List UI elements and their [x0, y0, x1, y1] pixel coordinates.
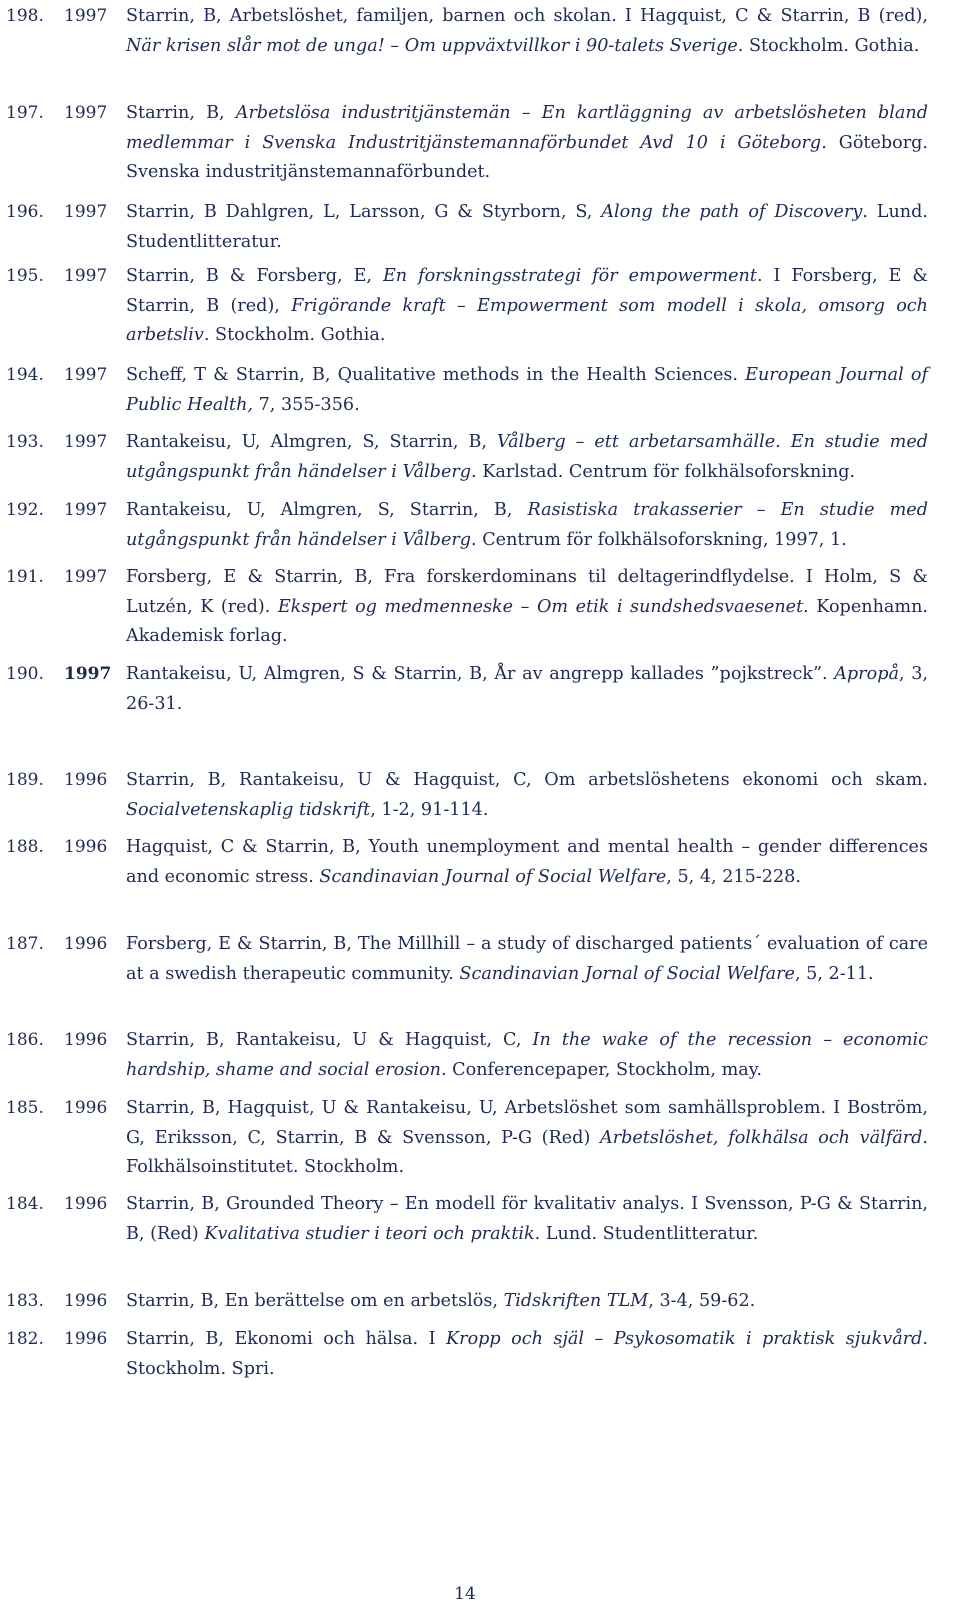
entry-number: 194.	[6, 365, 44, 385]
citation-title: European Journal of Public Health,	[126, 365, 928, 415]
citation-text: , 3, 26-31.	[126, 664, 928, 714]
entry-citation	[126, 930, 928, 989]
citation-text: Hagquist, C & Starrin, B, Youth unemployment and mental health – gender differences and economic stress.	[126, 837, 928, 887]
entry-citation	[126, 563, 928, 652]
entry-number: 190.	[6, 664, 44, 684]
entry-number: 183.	[6, 1291, 44, 1311]
entry-year: 1996	[64, 770, 108, 790]
entry-number: 182.	[6, 1329, 44, 1349]
citation-text: , 5, 4, 215-228.	[666, 866, 801, 887]
entry-citation	[126, 496, 928, 555]
citation-title: Kropp och själ – Psykosomatik i praktisk sjukvård	[446, 1329, 923, 1349]
citation-title: Frigörande kraft – Empowerment som modell i skola, omsorg och arbetsliv	[126, 295, 928, 345]
entry-citation	[126, 1325, 928, 1384]
entry-year: 1997	[64, 266, 108, 286]
entry-number: 189.	[6, 770, 44, 790]
entry-year: 1996	[64, 934, 108, 954]
citation-text: Forsberg, E & Starrin, B, Fra forskerdominans til deltagerindflydelse. I Holm, S & Lutzén, K (red).	[126, 567, 928, 617]
entry-year: 1997	[64, 103, 108, 123]
citation-text: . Stockholm. Gothia.	[203, 325, 386, 345]
entry-citation	[126, 833, 928, 892]
citation-title: Rasistiska trakasserier – En studie med utgångspunkt från händelser i Vålberg	[126, 500, 928, 550]
entry-citation	[126, 1094, 928, 1183]
citation-text: . Centrum för folkhälsoforskning, 1997, 1.	[471, 529, 847, 550]
citation-text: . Karlstad. Centrum för folkhälsoforskning.	[471, 461, 856, 482]
entry-number: 185.	[6, 1098, 44, 1118]
entry-citation	[126, 1287, 928, 1317]
entry-year: 1996	[64, 1329, 108, 1349]
entry-year: 1997	[64, 432, 108, 452]
citation-text: . Göteborg. Svenska industritjänstemannaförbundet.	[126, 132, 929, 182]
entry-number: 184.	[6, 1194, 44, 1214]
citation-text: Starrin, B, Hagquist, U & Rantakeisu, U, Arbetslöshet som samhällsproblem. I Boström, G, Eriksson, C, Starrin, B & Svensson, P-G (Red)	[126, 1098, 928, 1148]
citation-text: Starrin, B, Ekonomi och hälsa. I	[126, 1329, 447, 1349]
citation-text: Starrin, B, Rantakeisu, U & Hagquist, C, Om arbetslöshetens ekonomi och skam.	[126, 770, 928, 790]
citation-text: . Stockholm. Gothia.	[737, 35, 920, 56]
entry-year: 1996	[64, 1291, 108, 1311]
citation-title: Arbetslösa industritjänstemän – En kartläggning av arbetslösheten bland medlemmar i Svenska Industritjänstemannaförbundet Avd 10 i Göteborg	[126, 103, 928, 153]
citation-title: Socialvetenskaplig tidskrift	[126, 799, 371, 820]
entry-number: 198.	[6, 6, 44, 26]
citation-text: . Conferencepaper, Stockholm, may.	[440, 1059, 762, 1080]
citation-text: Starrin, B,	[126, 103, 236, 123]
citation-text: Starrin, B Dahlgren, L, Larsson, G & Styrborn, S,	[126, 202, 602, 222]
citation-text: , 1-2, 91-114.	[370, 799, 489, 820]
citation-title: En forskningsstrategi för empowerment	[382, 266, 757, 286]
citation-text: . Kopenhamn. Akademisk forlag.	[126, 596, 928, 646]
entry-number: 187.	[6, 934, 44, 954]
entry-number: 196.	[6, 202, 44, 222]
citation-title: In the wake of the recession – economic hardship, shame and social erosion	[126, 1030, 928, 1080]
citation-title: Ekspert og medmenneske – Om etik i sundshedsvaesenet	[277, 596, 804, 617]
citation-text: Rantakeisu, U, Almgren, S & Starrin, B, År av angrepp kallades ”pojkstreck”.	[126, 664, 835, 684]
citation-text: . Folkhälsoinstitutet. Stockholm.	[126, 1127, 928, 1177]
entry-citation	[126, 1026, 928, 1085]
entry-citation	[126, 198, 928, 257]
citation-title: Apropå	[834, 664, 899, 684]
citation-title: Along the path of Discovery	[601, 202, 863, 222]
page-number: 14	[454, 1584, 476, 1604]
entry-citation	[126, 2, 928, 61]
citation-text: . Stockholm. Spri.	[126, 1329, 928, 1379]
entry-citation	[126, 99, 928, 188]
citation-title: Arbetslöshet, folkhälsa och välfärd	[599, 1127, 923, 1148]
citation-title: Vålberg – ett arbetarsamhälle. En studie med utgångspunkt från händelser i Vålberg	[126, 432, 929, 482]
entry-citation	[126, 1190, 928, 1249]
entry-year: 1996	[64, 1194, 108, 1214]
entry-year: 1997	[64, 6, 108, 26]
citation-text: Starrin, B, Arbetslöshet, familjen, barnen och skolan. I Hagquist, C & Starrin, B (red),	[126, 6, 928, 26]
entry-year: 1997	[64, 500, 108, 520]
citation-title: Tidskriften TLM	[503, 1291, 649, 1311]
citation-text: Starrin, B, Rantakeisu, U & Hagquist, C,	[126, 1030, 533, 1050]
entry-number: 186.	[6, 1030, 44, 1050]
entry-citation	[126, 361, 928, 420]
citation-title: Kvalitativa studier i teori och praktik	[204, 1223, 535, 1244]
citation-text: Starrin, B & Forsberg, E,	[126, 266, 383, 286]
citation-text: , 5, 2-11.	[794, 963, 874, 984]
entry-year: 1997	[64, 202, 108, 222]
entry-citation	[126, 262, 928, 351]
entry-year: 1997	[64, 664, 112, 684]
citation-text: . Lund. Studentlitteratur.	[534, 1223, 759, 1244]
citation-text: Rantakeisu, U, Almgren, S, Starrin, B,	[126, 432, 498, 452]
citation-title: När krisen slår mot de unga! – Om uppväxtvillkor i 90-talets Sverige	[126, 35, 738, 56]
citation-text: Starrin, B, En berättelse om en arbetslös,	[126, 1291, 504, 1311]
citation-text: . I Forsberg, E & Starrin, B (red),	[126, 266, 929, 316]
citation-title: Scandinavian Journal of Social Welfare	[319, 866, 667, 887]
entry-number: 191.	[6, 567, 44, 587]
entry-citation	[126, 428, 928, 487]
entry-citation	[126, 766, 928, 825]
citation-text: Rantakeisu, U, Almgren, S, Starrin, B,	[126, 500, 528, 520]
citation-text: Scheff, T & Starrin, B, Qualitative methods in the Health Sciences.	[126, 365, 746, 385]
entry-year: 1996	[64, 1098, 108, 1118]
entry-year: 1996	[64, 837, 108, 857]
entry-citation	[126, 660, 928, 719]
citation-text: 7, 355-356.	[253, 394, 360, 415]
entry-year: 1997	[64, 365, 108, 385]
citation-text: Forsberg, E & Starrin, B, The Millhill – a study of discharged patients´ evaluation of care at a swedish therapeutic community.	[126, 934, 928, 984]
citation-text: . Lund. Studentlitteratur.	[126, 202, 928, 252]
citation-text: Starrin, B, Grounded Theory – En modell för kvalitativ analys. I Svensson, P-G & Starrin, B, (Red)	[126, 1194, 928, 1244]
entry-year: 1997	[64, 567, 108, 587]
entry-number: 195.	[6, 266, 44, 286]
entry-year: 1996	[64, 1030, 108, 1050]
entry-number: 192.	[6, 500, 44, 520]
entry-number: 193.	[6, 432, 44, 452]
entry-number: 197.	[6, 103, 44, 123]
entry-number: 188.	[6, 837, 44, 857]
citation-text: , 3-4, 59-62.	[648, 1291, 756, 1311]
citation-title: Scandinavian Jornal of Social Welfare	[459, 963, 795, 984]
